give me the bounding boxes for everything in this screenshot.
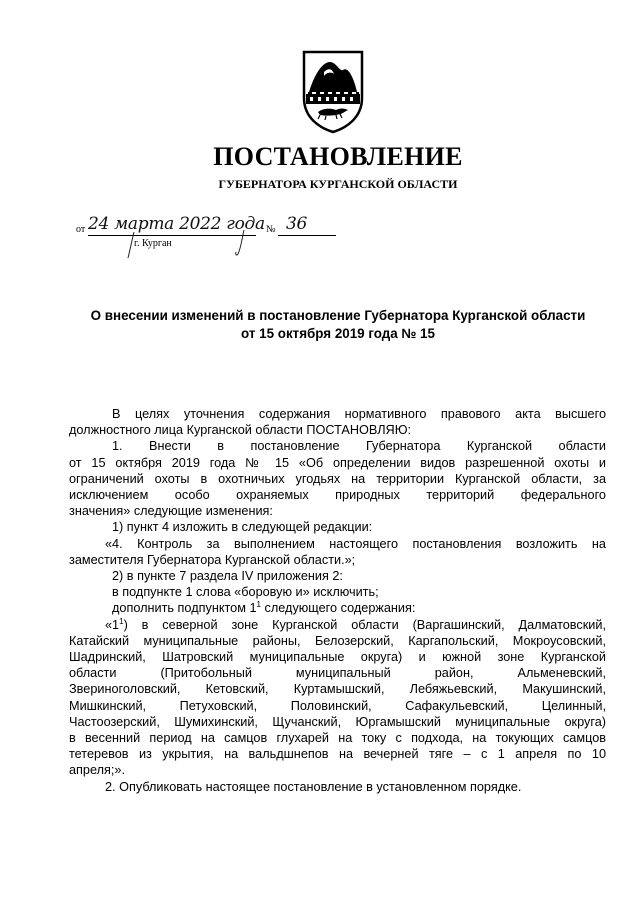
body-line: Катайский муниципальные районы, Белозерский, Каргапольский, Мокроусовский, xyxy=(69,633,606,648)
body-line: 2) в пункте 7 раздела IV приложения 2: xyxy=(112,569,343,584)
body-line: от 15 октября 2019 года № 15 «Об определении видов разрешенной охоты и xyxy=(69,455,606,470)
document-issuer: ГУБЕРНАТОРА КУРГАНСКОЙ ОБЛАСТИ xyxy=(218,177,458,191)
body-line: значения» следующие изменения: xyxy=(69,504,273,519)
body-line: Мишкинский, Петуховский, Половинский, Сафакульевский, Целинный, xyxy=(69,698,606,713)
body-line: 1) пункт 4 изложить в следующей редакции: xyxy=(112,520,373,535)
body-line: «$1^1$) в северной зоне Курганской области (Варгашинский, Далматовский, xyxy=(105,616,606,632)
body-line: 2. Опубликовать настоящее постановление в установленном порядке. xyxy=(105,779,522,794)
body-line: исключением особо охраняемых природных территорий федерального xyxy=(69,488,606,503)
body-line: в подпункте 1 слова «боровую и» исключить; xyxy=(112,585,379,600)
document-title: ПОСТАНОВЛЕНИЕ xyxy=(213,142,463,171)
body-line: апреля;». xyxy=(69,763,125,778)
body-line: должностного лица Курганской области ПОСТАНОВЛЯЮ: xyxy=(69,423,412,438)
body-line: Звериноголовский, Кетовский, Куртамышский, Лебяжьевский, Макушинский, xyxy=(69,682,606,697)
body-line: Частоозерский, Шумихинский, Щучанский, Юргамышский муниципальные округа) xyxy=(69,714,606,729)
handwritten-number: 36 xyxy=(286,214,308,234)
date-underline xyxy=(88,235,256,236)
body-line: тетеревов из укрытия, на вальдшнепов на вечерней тяге – с 1 апреля по 10 xyxy=(69,747,606,762)
number-underline xyxy=(278,235,336,236)
heading-line: О внесении изменений в постановление Губернатора Курганской области xyxy=(90,308,586,323)
coat-of-arms-icon xyxy=(296,48,370,134)
body-line: Шадринский, Шатровский муниципальные округа) и южной зоне Курганской xyxy=(69,650,606,665)
city-label: г. Курган xyxy=(134,238,172,249)
document-heading xyxy=(68,307,608,343)
body-line: дополнить подпунктом $1^1$ следующего содержания: xyxy=(112,600,416,616)
body-line: 1. Внести в постановление Губернатора Курганской области xyxy=(112,439,606,454)
document-body xyxy=(69,406,606,795)
heading-line: от 15 октября 2019 года № 15 xyxy=(241,326,435,341)
body-line: заместителя Губернатора Курганской области.»; xyxy=(69,552,356,567)
handwritten-date: 24 марта 2022 года xyxy=(88,214,265,234)
body-line: В целях уточнения содержания нормативного правового акта высшего xyxy=(112,407,606,421)
body-line: области (Притобольный муниципальный район, Альменевский, xyxy=(69,666,606,681)
body-line: в весенний период на самцов глухарей на току с подхода, на токующих самцов xyxy=(69,731,606,746)
reference-line xyxy=(76,214,376,254)
number-label: № xyxy=(266,224,276,235)
pen-stroke-icon xyxy=(126,230,138,260)
body-line: «4. Контроль за выполнением настоящего постановления возложить на xyxy=(105,536,606,551)
pen-stroke-icon xyxy=(234,228,248,258)
body-line: ограничений охоты в охотничьих угодьях на территории Курганской области, за xyxy=(69,471,606,486)
from-label: от xyxy=(76,224,86,235)
